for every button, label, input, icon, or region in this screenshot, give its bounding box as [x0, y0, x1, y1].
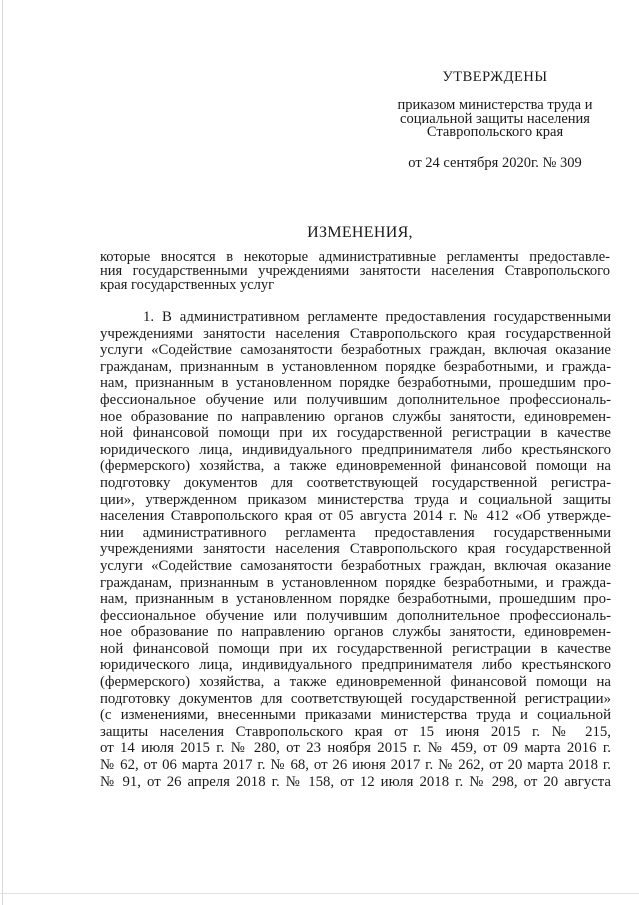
body-line: нам, признанным в установленном порядке безработными, прошедшим про-: [100, 375, 611, 392]
body-line: защиты населения Ставропольского края от 15 июня 2015 г. № 215,: [100, 723, 611, 740]
body-line: подготовку документов для соответствующей государственной регистрации»: [100, 690, 611, 707]
approval-order-line: Ставропольского края: [426, 124, 564, 140]
document-title: ИЗМЕНЕНИЯ,: [307, 224, 413, 241]
body-line: ной финансовой помощи при их государственной регистрации в качестве: [100, 640, 611, 657]
body-line: (фермерского) хозяйства, а также единовременной финансовой помощи на: [100, 674, 611, 691]
body-line: от 14 июля 2015 г. № 280, от 23 ноября 2015 г. № 459, от 09 марта 2016 г.: [100, 740, 611, 757]
approval-date: от 24 сентября 2020г. № 309: [408, 155, 582, 171]
approval-title: УТВЕРЖДЕНЫ: [442, 69, 548, 85]
body-line: подготовку документов для соответствующей государственной регистра-: [100, 474, 611, 491]
subtitle-line: ния государственными учреждениями занятости населения Ставропольского: [100, 263, 610, 279]
approval-order: [380, 99, 610, 140]
body-line: (фермерского) хозяйства, а также единовременной финансовой помощи на: [100, 458, 611, 475]
body-line: населения Ставропольского края от 05 августа 2014 г. № 412 «Об утвержде-: [100, 508, 611, 525]
body-line: ное образование по направлению органов службы занятости, единовремен-: [100, 624, 611, 641]
body-line: ное образование по направлению органов службы занятости, единовремен-: [100, 408, 611, 425]
body-line: услуги «Содействие самозанятости безработных граждан, включая оказание: [100, 342, 611, 359]
subtitle-line: края государственных услуг: [100, 277, 275, 293]
body-line: № 91, от 26 апреля 2018 г. № 158, от 12 июля 2018 г. № 298, от 20 августа: [100, 773, 611, 790]
approval-order-line: приказом министерства труда и: [397, 97, 593, 113]
body-line: (с изменениями, внесенными приказами министерства труда и социальной: [100, 707, 611, 724]
body-line: юридического лица, индивидуального предпринимателя либо крестьянского: [100, 441, 611, 458]
body-line: ной финансовой помощи при их государственной регистрации в качестве: [100, 425, 611, 442]
document-body: [100, 309, 611, 790]
body-line: гражданам, признанным в установленном порядке безработными, и гражда-: [100, 574, 611, 591]
body-line: фессиональное обучение или получившим дополнительное профессиональ-: [100, 391, 611, 408]
body-line: учреждениями занятости населения Ставропольского края государственной: [100, 325, 611, 342]
body-line: учреждениями занятости населения Ставропольского края государственной: [100, 541, 611, 558]
body-line: 1. В административном регламенте предоставления государственными: [143, 309, 611, 325]
subtitle-line: которые вносятся в некоторые административные регламенты предоставле-: [100, 249, 610, 265]
body-line: № 62, от 06 марта 2017 г. № 68, от 26 июня 2017 г. № 262, от 20 марта 2018 г.: [100, 757, 611, 774]
body-line: гражданам, признанным в установленном порядке безработными, и гражда-: [100, 358, 611, 375]
body-line: ции», утвержденном приказом министерства труда и социальной защиты: [100, 491, 611, 508]
body-line: фессиональное обучение или получившим дополнительное профессиональ-: [100, 607, 611, 624]
scan-bottom-edge: [0, 893, 639, 894]
approval-order-line: социальной защиты населения: [400, 110, 590, 127]
body-line: юридического лица, индивидуального предпринимателя либо крестьянского: [100, 657, 611, 674]
body-line: нии административного регламента предоставления государственными: [100, 524, 611, 541]
scan-left-edge: [2, 0, 3, 905]
document-subtitle: [100, 250, 610, 292]
body-line: нам, признанным в установленном порядке безработными, прошедшим про-: [100, 591, 611, 608]
body-line: услуги «Содействие самозанятости безработных граждан, включая оказание: [100, 557, 611, 574]
